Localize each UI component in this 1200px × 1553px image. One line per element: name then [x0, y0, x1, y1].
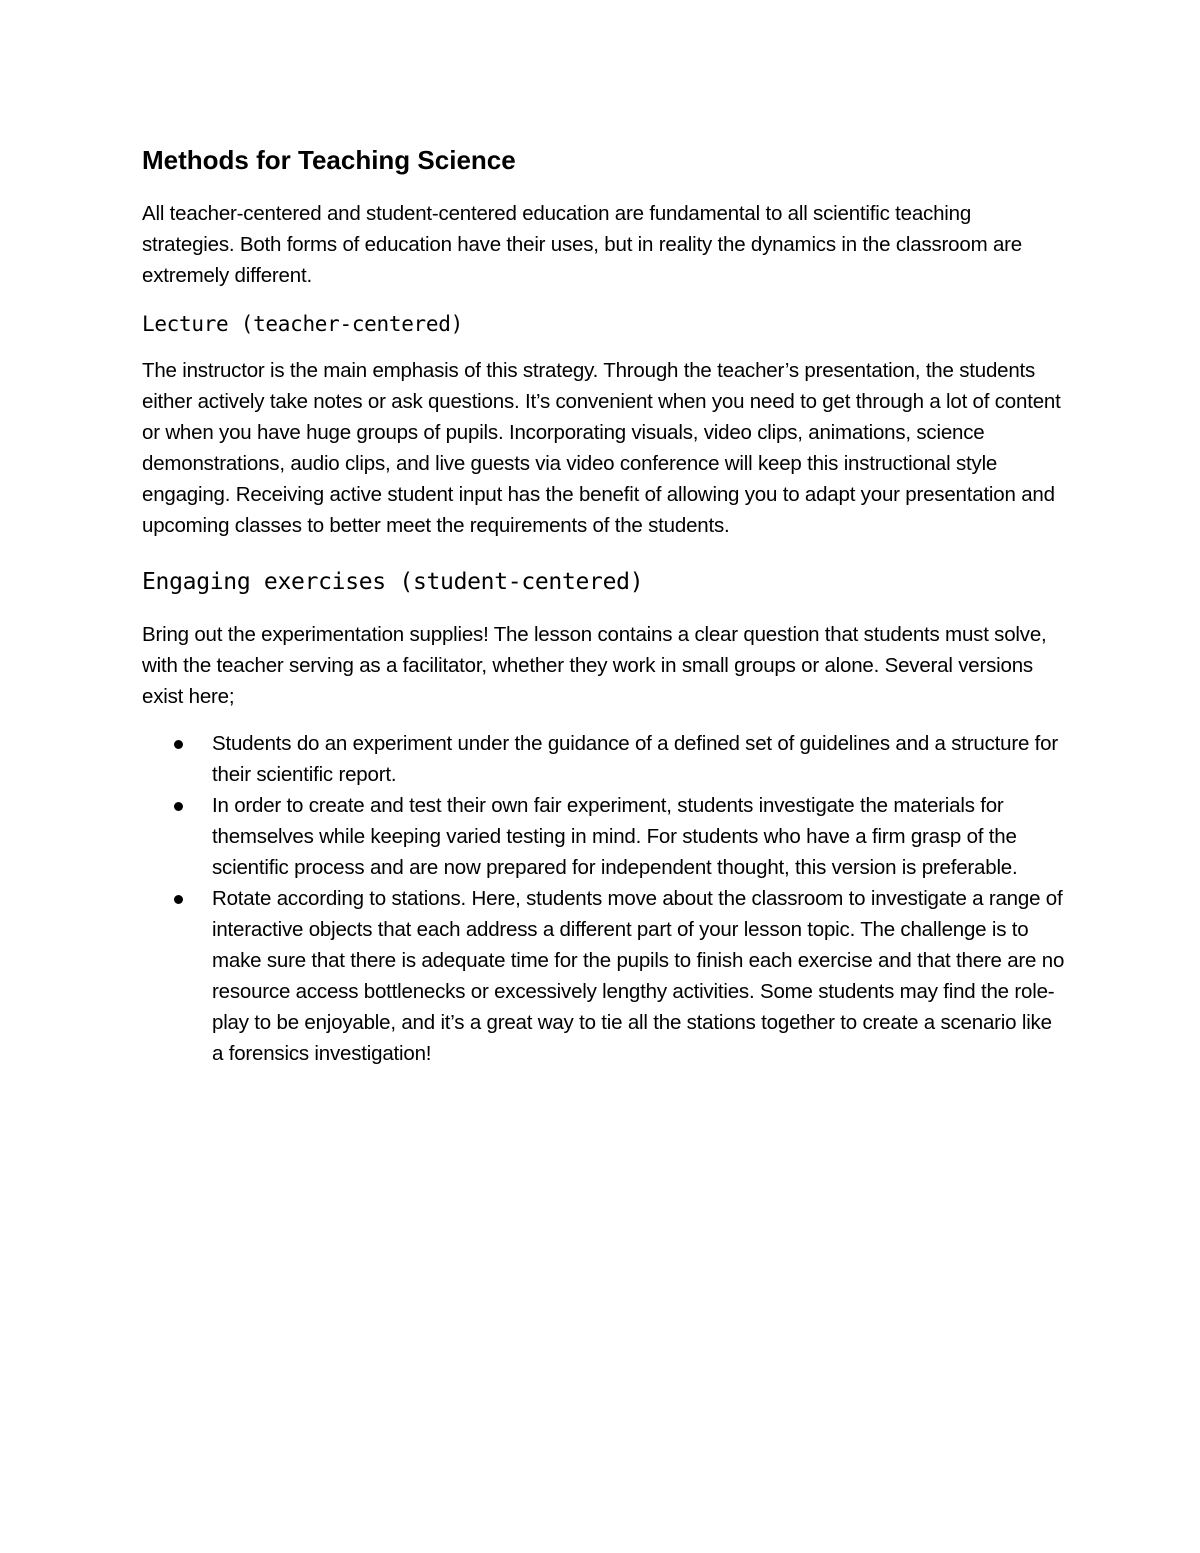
bullet-icon: [174, 740, 183, 749]
list-item: [212, 728, 1067, 790]
bullet-icon: [174, 802, 183, 811]
list-item: [212, 790, 1067, 883]
document-page: [142, 140, 1067, 1069]
intro-paragraph: All teacher-centered and student-centered education are fundamental to all scientific teaching strategies. Both forms of education have their uses, but in reality the dynamics in the classroom are extremely different.: [142, 202, 1022, 287]
list-item-text: In order to create and test their own fair experiment, students investigate the materials for themselves while keeping varied testing in mind. For students who have a firm grasp of the scientific process and are now prepared for independent thought, this version is preferable.: [212, 794, 1018, 879]
lecture-paragraph: The instructor is the main emphasis of this strategy. Through the teacher’s presentation, the students either actively take notes or ask questions. It’s convenient when you need to get through a lot of content or when you have huge groups of pupils. Incorporating visuals, video clips, animations, science demonstrations, audio clips, and live guests via video conference will keep this instructional style engaging. Receiving active student input has the benefit of allowing you to adapt your presentation and upcoming classes to better meet the requirements of the students.: [142, 359, 1061, 537]
document-title: Methods for Teaching Science: [142, 145, 516, 175]
engaging-exercises-paragraph: Bring out the experimentation supplies! The lesson contains a clear question that students must solve, with the teacher serving as a facilitator, whether they work in small groups or alone. Several versions exist here;: [142, 623, 1047, 708]
section-heading-engaging-exercises: Engaging exercises (student-centered): [142, 569, 644, 595]
versions-bullet-list: [142, 728, 1067, 1069]
bullet-icon: [174, 895, 183, 904]
list-item: [212, 883, 1067, 1069]
section-heading-lecture: Lecture (teacher-centered): [142, 312, 463, 336]
list-item-text: Students do an experiment under the guidance of a defined set of guidelines and a structure for their scientific report.: [212, 732, 1058, 786]
list-item-text: Rotate according to stations. Here, students move about the classroom to investigate a range of interactive objects that each address a different part of your lesson topic. The challenge is to make sure that there is adequate time for the pupils to finish each exercise and that there are no resource access bottlenecks or excessively lengthy activities. Some students may find the role-play to be enjoyable, and it’s a great way to tie all the stations together to create a scenario like a forensics investigation!: [212, 887, 1065, 1065]
